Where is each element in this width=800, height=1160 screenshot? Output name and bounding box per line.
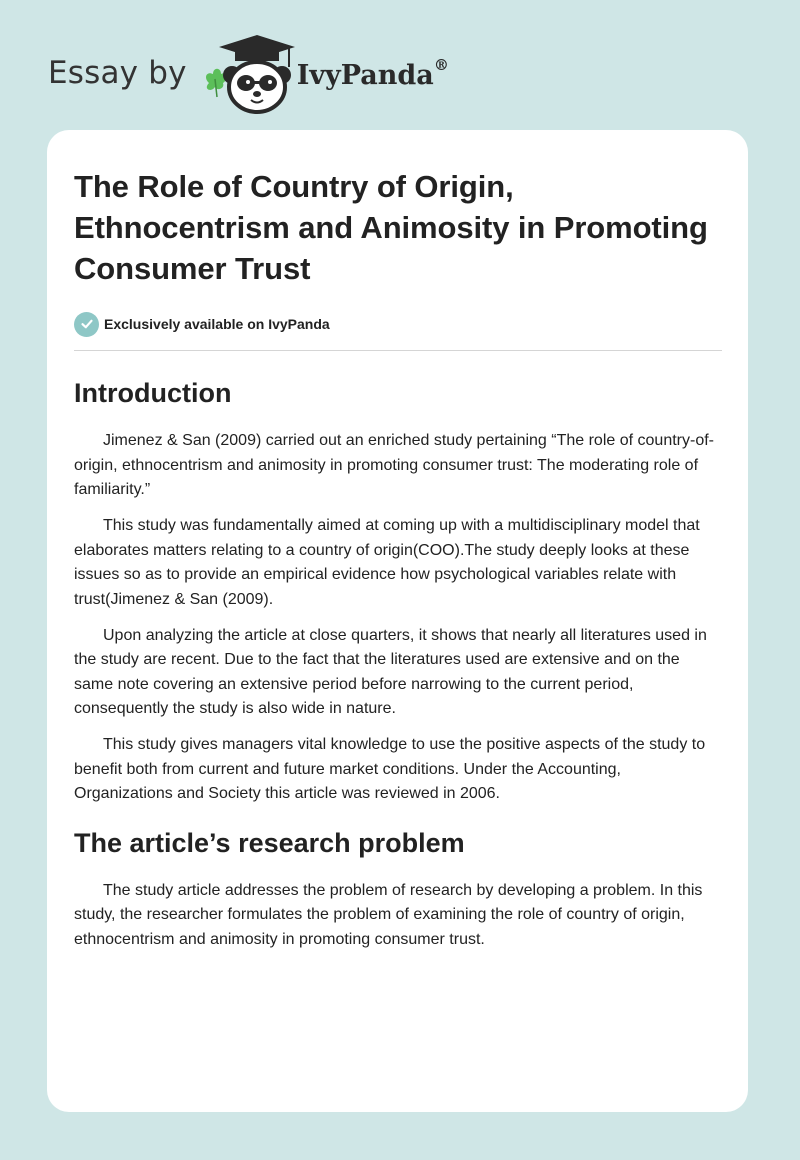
section-heading: The article’s research problem [74, 827, 465, 858]
paragraph: Upon analyzing the article at close quarters, it shows that nearly all literatures used in the study are recent. Due to the fact that the literatures used are extensive and on the same note covering an extensive period before narrowing to the current period, consequently the study is also wide in nature. [74, 626, 707, 717]
essay-card [47, 130, 748, 1112]
panda-logo-icon[interactable] [201, 31, 297, 115]
brand-name[interactable] [297, 56, 449, 91]
check-icon [74, 312, 99, 337]
badge-text: Exclusively available on IvyPanda [104, 316, 330, 332]
site-header [48, 28, 449, 118]
paragraph: The study article addresses the problem of research by developing a problem. In this study, the researcher formulates the problem of examining the role of country of origin, ethnocentrism and animosity in promoting consumer trust. [74, 881, 703, 948]
registered-mark: ® [433, 55, 449, 74]
essay-by-label: Essay by [48, 55, 187, 91]
section-heading: Introduction [74, 378, 232, 408]
paragraph: This study gives managers vital knowledge to use the positive aspects of the study to benefit both from current and future market conditions. Under the Accounting, Organizations and Society this article was reviewed in 2006. [74, 736, 706, 802]
paragraph: This study was fundamentally aimed at coming up with a multidisciplinary model that elaborates matters relating to a country of origin(COO).The study deeply looks at these issues so as to provide an empirical evidence how psychological variables relate with trust(Jimenez & San (2009). [74, 517, 700, 608]
divider [74, 350, 722, 351]
brand-text: IvyPanda [296, 59, 434, 91]
paragraph: Jimenez & San (2009) carried out an enriched study pertaining “The role of country-of- origin, ethnocentrism and animosity in promoting consumer trust: The moderating role of familiarity.” [74, 432, 714, 498]
exclusive-badge [74, 311, 722, 337]
page-title: The Role of Country of Origin, Ethnocentrism and Animosity in Promoting Consumer Trust [74, 169, 708, 286]
